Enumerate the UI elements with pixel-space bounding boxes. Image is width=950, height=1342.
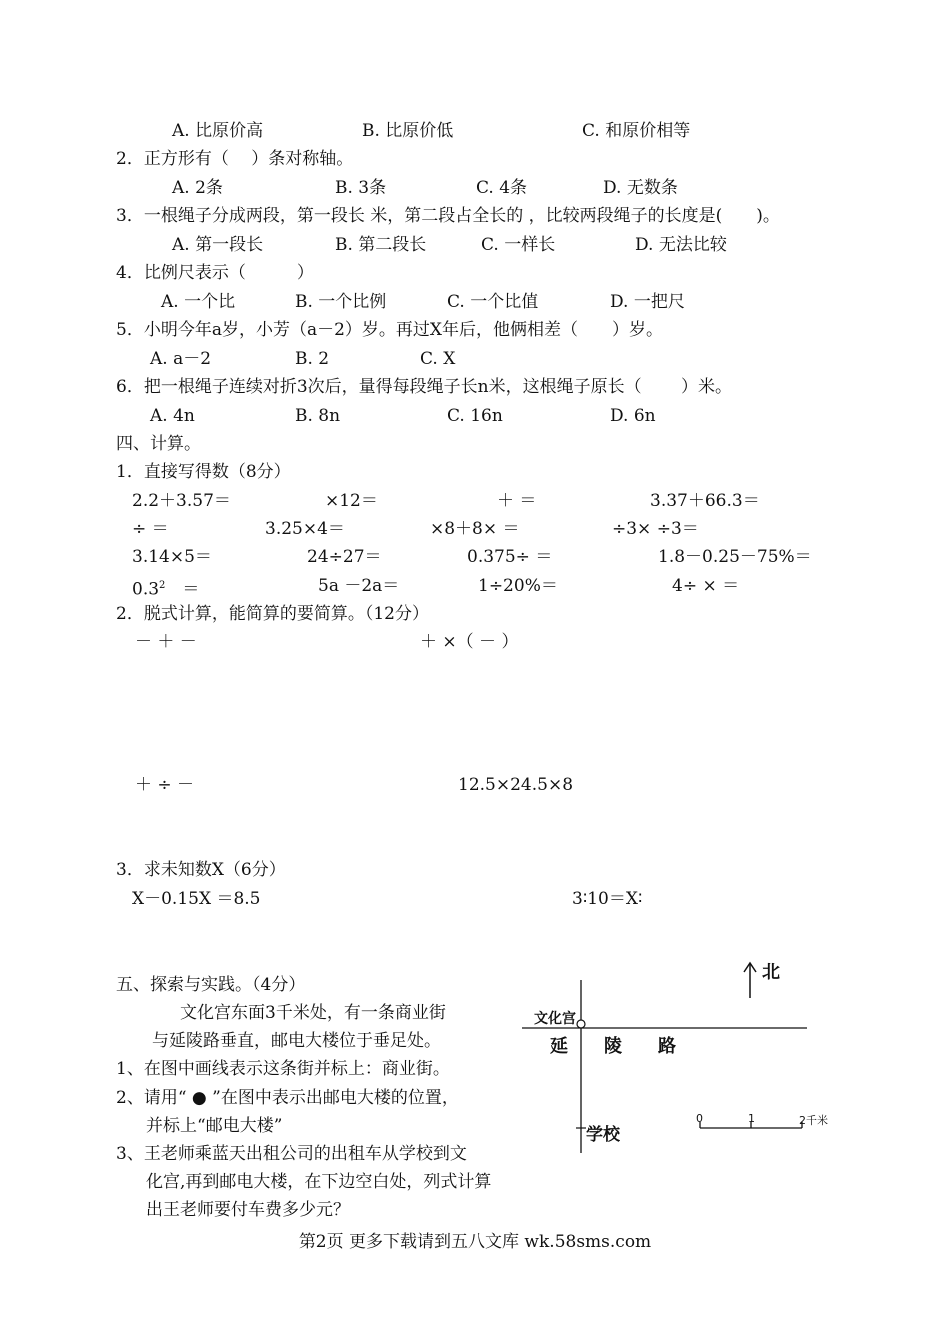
expression: ＋ ×（ － ） xyxy=(420,632,519,652)
q3-option-c: C. 一样长 xyxy=(481,235,556,255)
task-3-cont: 化宫,再到邮电大楼，在下边空白处，列式计算 xyxy=(146,1172,492,1192)
task-2: 2、请用“ ● ”在图中表示出邮电大楼的位置， xyxy=(116,1088,459,1108)
scale-label-2: 2千米 xyxy=(799,1114,828,1127)
q6-option-b: B. 8n xyxy=(295,406,341,426)
culture-palace-marker xyxy=(577,1020,585,1028)
task-1: 1、在图中画线表示这条街并标上：商业街。 xyxy=(116,1059,450,1079)
task-3-cont: 出王老师要付车费多少元？ xyxy=(146,1200,350,1220)
part-2-title: 2．脱式计算，能简算的要简算。（12分） xyxy=(116,604,429,624)
q4-option-a: A. 一个比 xyxy=(161,292,236,312)
equation: X－0.15X ＝8.5 xyxy=(132,889,261,909)
q2-option-b: B. 3条 xyxy=(335,178,387,198)
q6-option-a: A. 4n xyxy=(150,406,195,426)
expression: 12.5×24.5×8 xyxy=(458,775,574,795)
option-a: A. 比原价高 xyxy=(172,121,264,141)
mental-calc: 5a －2a＝ xyxy=(318,576,400,596)
q2-option-a: A. 2条 xyxy=(172,178,223,198)
question-3-stem: 3．一根绳子分成两段，第一段长 米，第二段占全长的 ，比较两段绳子的长度是( )。 xyxy=(116,206,780,226)
q5-option-b: B. 2 xyxy=(295,349,330,369)
mental-calc: ×12＝ xyxy=(325,491,378,511)
question-2-stem: 2．正方形有（ ）条对称轴。 xyxy=(116,149,354,169)
task-3: 3、王老师乘蓝天出租公司的出租车从学校到文 xyxy=(116,1144,467,1164)
expression: ＋ ÷ － xyxy=(135,775,195,795)
culture-palace-label: 文化宫 xyxy=(534,1011,576,1027)
section-5-intro: 与延陵路垂直，邮电大楼位于垂足处。 xyxy=(152,1031,441,1051)
equation: 3∶10＝X∶ xyxy=(572,889,643,909)
q3-option-d: D. 无法比较 xyxy=(635,235,727,255)
mental-calc: ×8＋8× ＝ xyxy=(430,519,520,539)
calc-base: 0.3 xyxy=(132,579,160,600)
q5-option-c: C. X xyxy=(420,349,456,369)
question-4-stem: 4．比例尺表示（ ） xyxy=(116,263,314,283)
expression: － ＋ － xyxy=(135,632,197,652)
q2-option-c: C. 4条 xyxy=(476,178,528,198)
mental-calc: 24÷27＝ xyxy=(307,547,382,567)
map-lines xyxy=(510,950,860,1170)
mental-calc: ÷3× ÷3＝ xyxy=(612,519,699,539)
mental-calc: ＋ ＝ xyxy=(497,491,537,511)
part-1-title: 1．直接写得数（8分） xyxy=(116,462,291,482)
q5-option-a: A. a－2 xyxy=(150,349,212,369)
mental-calc: 1÷20%＝ xyxy=(478,576,558,596)
mental-calc xyxy=(132,576,199,600)
exponent: 2 xyxy=(159,580,166,591)
q4-option-c: C. 一个比值 xyxy=(447,292,539,312)
q3-option-a: A. 第一段长 xyxy=(172,235,264,255)
mental-calc: ÷ ＝ xyxy=(132,519,169,539)
scale-label-0: 0 xyxy=(696,1112,703,1125)
task-2-cont: 并标上“邮电大楼” xyxy=(146,1116,283,1136)
question-6-stem: 6．把一根绳子连续对折3次后，量得每段绳子长n米，这根绳子原长（ ）米。 xyxy=(116,377,732,397)
calc-equals: ＝ xyxy=(165,579,200,600)
section-5-intro: 文化宫东面3千米处，有一条商业街 xyxy=(180,1003,446,1023)
mental-calc: 3.25×4＝ xyxy=(265,519,345,539)
mental-calc: 4÷ × ＝ xyxy=(672,576,740,596)
mental-calc: 3.37＋66.3＝ xyxy=(650,491,760,511)
mental-calc: 3.14×5＝ xyxy=(132,547,212,567)
part-3-title: 3．求未知数X（6分） xyxy=(116,860,286,880)
mental-calc: 2.2＋3.57＝ xyxy=(132,491,231,511)
q4-option-d: D. 一把尺 xyxy=(610,292,685,312)
yanling-road-label: 延 陵 路 xyxy=(550,1036,676,1057)
question-5-stem: 5．小明今年a岁，小芳（a－2）岁。再过X年后，他俩相差（ ）岁。 xyxy=(116,320,664,340)
section-5-title: 五、探索与实践。（4分） xyxy=(116,975,306,995)
scale-label-1: 1 xyxy=(748,1112,755,1125)
mental-calc: 1.8－0.25－75%＝ xyxy=(658,547,812,567)
q6-option-d: D. 6n xyxy=(610,406,656,426)
north-label: 北 xyxy=(762,962,780,983)
map-diagram xyxy=(510,950,860,1170)
q3-option-b: B. 第二段长 xyxy=(335,235,427,255)
q6-option-c: C. 16n xyxy=(447,406,503,426)
q2-option-d: D. 无数条 xyxy=(603,178,678,198)
option-b: B. 比原价低 xyxy=(362,121,454,141)
school-label: 学校 xyxy=(586,1125,620,1145)
mental-calc: 0.375÷ ＝ xyxy=(467,547,553,567)
option-c: C. 和原价相等 xyxy=(582,121,691,141)
q4-option-b: B. 一个比例 xyxy=(295,292,387,312)
section-4-title: 四、计算。 xyxy=(116,434,201,454)
page-footer: 第2页 更多下载请到五八文库 wk.58sms.com xyxy=(298,1232,652,1252)
